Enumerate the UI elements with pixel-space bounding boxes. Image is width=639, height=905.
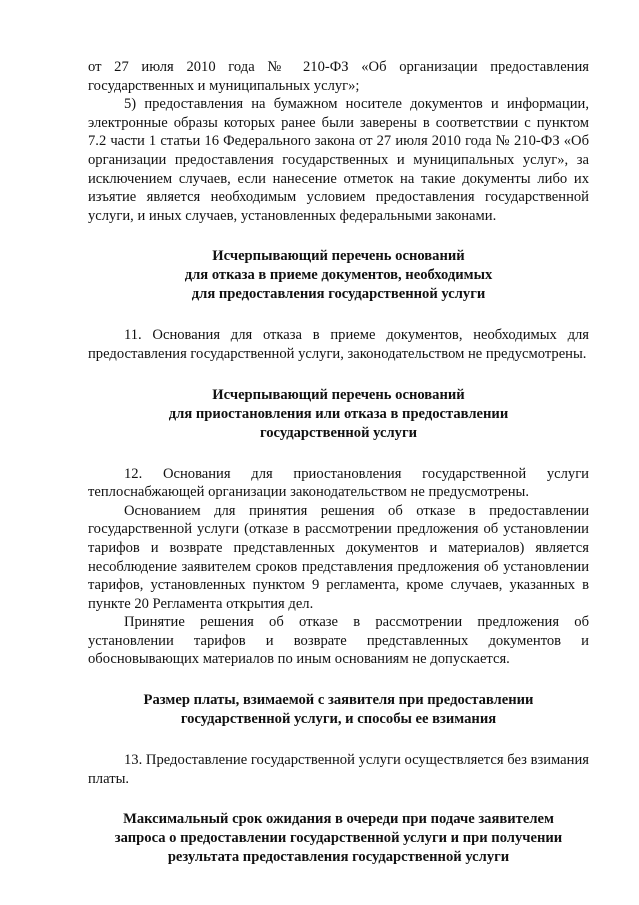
heading-line: государственной услуги (259, 424, 418, 441)
paragraph-item-5: 5) предоставления на бумажном носителе документов и информации, электронные образы которых ранее были заверены в соответствии с пунктом 7.2 части 1 статьи 16 Федерального закона от 27 июля 2010 года № 210-ФЗ «Об организации предоставления государственных и муниципальных услуг», за исключением случаев, если нанесение отметок на такие документы либо их изъятие является необходимым условием предоставления государственной услуги, и иных случаев, установленных федеральными законами. (88, 96, 589, 224)
paragraph-13: 13. Предоставление государственной услуги осуществляется без взимания платы. (88, 752, 589, 787)
paragraph-11: 11. Основания для отказа в приеме документов, необходимых для предоставления государственной услуги, законодательством не предусмотрены. (88, 327, 589, 362)
heading-line: для приостановления или отказа в предоставлении (168, 405, 509, 422)
heading-line: Исчерпывающий перечень оснований (212, 248, 465, 265)
section-heading-queue-time (88, 810, 589, 867)
heading-line: Исчерпывающий перечень оснований (212, 386, 465, 403)
heading-line: результата предоставления государственной услуги (167, 849, 510, 866)
heading-line: Размер платы, взимаемой с заявителя при предоставлении (143, 692, 534, 709)
paragraph-12: 12. Основания для приостановления государственной услуги теплоснабжающей организации законодательством не предусмотрены. (88, 465, 589, 501)
section-heading-suspension (88, 386, 589, 443)
heading-line: Максимальный срок ожидания в очереди при подаче заявителем (123, 811, 554, 828)
paragraph-continuation: от 27 июля 2010 года № 210-ФЗ «Об организации предоставления государственных и муниципальных услуг»; (88, 59, 589, 94)
section-heading-fee (88, 691, 589, 729)
heading-line: для предоставления государственной услуги (191, 286, 486, 303)
heading-line: запроса о предоставлении государственной услуги и при получении (114, 830, 563, 847)
paragraph-12-other-grounds: Принятие решения об отказе в рассмотрении предложения об установлении тарифов и возврате представленных документов и обосновывающих материалов по иным основаниям не допускается. (88, 614, 589, 668)
paragraph-12-refusal-grounds: Основанием для принятия решения об отказе в предоставлении государственной услуги (отказе в рассмотрении предложения об установлении тарифов и возврате представленных документов и материалов) является несоблюдение заявителем сроков представления предложения об установлении тарифов, установленных пунктом 9 регламента, кроме случаев, указанных в пункте 20 Регламента открытия дел. (88, 502, 589, 612)
heading-line: для отказа в приеме документов, необходимых (184, 267, 493, 284)
section-heading-refusal-documents (88, 247, 589, 304)
heading-line: государственной услуги, и способы ее взимания (180, 711, 497, 728)
